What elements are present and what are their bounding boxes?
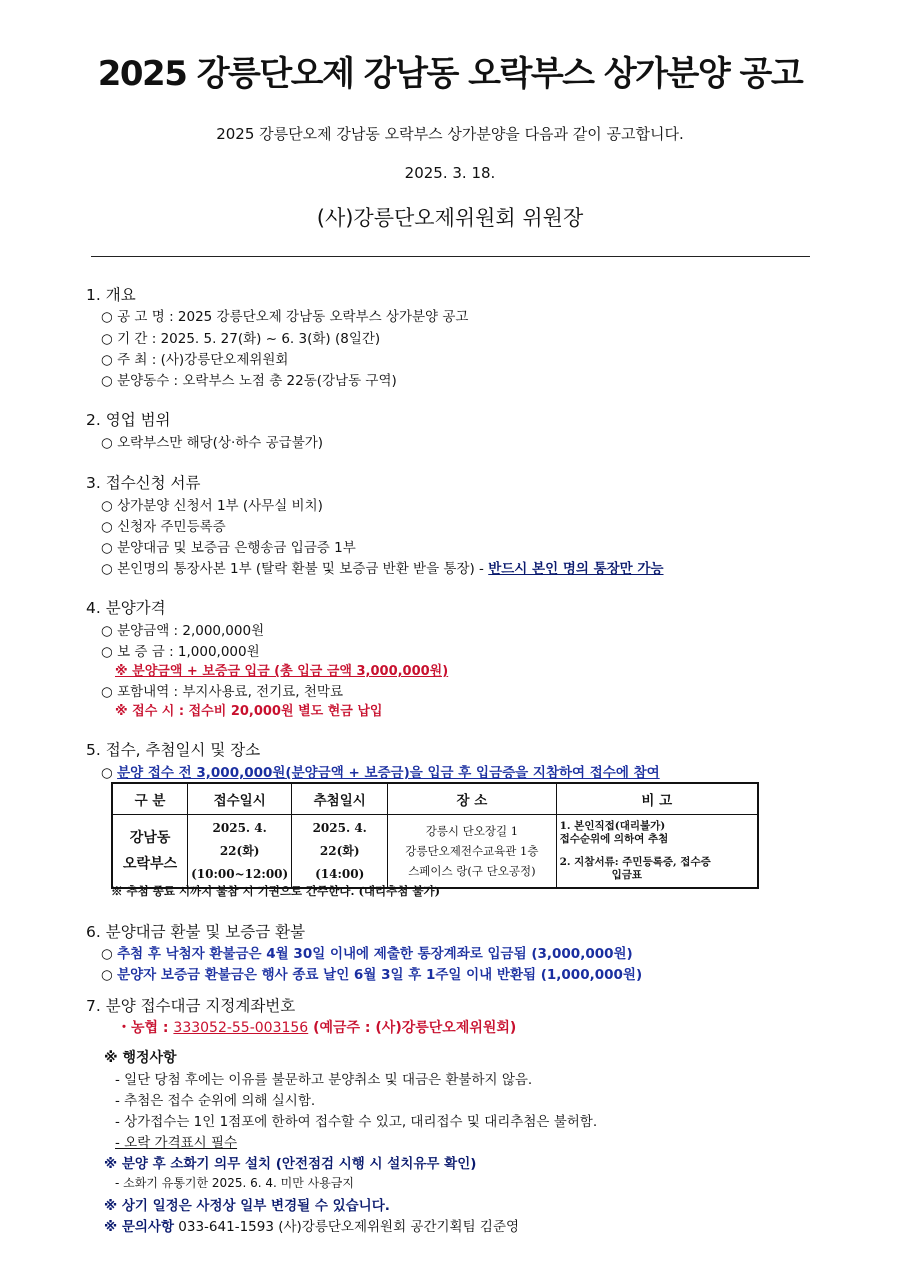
bullet: ○ <box>101 946 118 962</box>
cell-text: 강남동 <box>129 829 171 846</box>
announce-date: 2025. 3. 18. <box>404 164 496 182</box>
section-heading: 3. 접수신청 서류 <box>86 474 201 492</box>
column-header: 접수일시 <box>188 783 292 815</box>
admin-item: - 일단 당첨 후에는 이유를 불문하고 분양취소 및 대금은 환불하지 않음. <box>115 1072 533 1088</box>
list-item <box>101 942 633 962</box>
refund-text: 추첨 후 낙첨자 환불금은 4월 30일 이내에 제출한 통장계좌로 입금됨 (3,000,000원) <box>117 946 633 962</box>
cell-text: 오락부스 <box>123 856 178 873</box>
price-deposit: ○ 보 증 금 : 1,000,000원 <box>101 644 260 660</box>
list-item <box>101 963 642 983</box>
lottery-cell <box>292 815 388 889</box>
list-item: ○ 신청자 주민등록증 <box>101 519 226 535</box>
cell-text: (14:00) <box>315 866 365 881</box>
admin-item: - 오락 가격표시 필수 <box>115 1135 238 1151</box>
remark-cell <box>556 815 758 889</box>
spacer <box>560 846 754 856</box>
fee-note: ※ 접수 시 : 접수비 20,000원 별도 현금 납입 <box>115 704 383 719</box>
list-item: ○ 기 간 : 2025. 5. 27(화) ~ 6. 3(화) (8일간) <box>101 331 381 347</box>
admin-heading: ※ 행정사항 <box>104 1050 177 1066</box>
schedule-change-note: ※ 상기 일정은 사정상 일부 변경될 수 있습니다. <box>104 1198 390 1214</box>
table-footnote: ※ 추첨 종료 시까지 불참 시 기권으로 간주한다. (대리추첨 불가) <box>111 884 441 898</box>
table-row <box>112 815 758 889</box>
bullet: ○ <box>101 765 118 781</box>
emphasis-text: 분양 접수 전 3,000,000원(분양금액 + 보증금)을 입금 후 입금증을 지참하여 접수에 참여 <box>117 765 660 781</box>
cell-text: 2025. 4. 22(화) <box>312 821 367 858</box>
list-item: ○ 주 최 : (사)강릉단오제위원회 <box>101 352 289 368</box>
section-heading: 6. 분양대금 환불 및 보증금 환불 <box>86 923 306 941</box>
issuer: (사)강릉단오제위원회 위원장 <box>316 206 584 230</box>
price-includes: ○ 포함내역 : 부지사용료, 전기료, 천막료 <box>101 684 343 700</box>
cell-text: 스페이스 랑(구 단오공정) <box>408 864 536 879</box>
list-item: ○ 상가분양 신청서 1부 (사무실 비치) <box>101 498 323 514</box>
column-header: 장 소 <box>388 783 556 815</box>
account-number: 333052-55-003156 <box>173 1020 309 1036</box>
fire-extinguisher-sub: - 소화기 유통기한 2025. 6. 4. 미만 사용금지 <box>115 1176 354 1190</box>
section-heading: 4. 분양가격 <box>86 599 166 617</box>
list-item <box>101 761 660 781</box>
contact-label: ※ 문의사항 <box>104 1219 174 1235</box>
contact-info: 033-641-1593 (사)강릉단오제위원회 공간기획팀 김준영 <box>174 1219 520 1235</box>
admin-item: - 추첨은 접수 순위에 의해 실시함. <box>115 1093 316 1109</box>
emphasis-text: 반드시 본인 명의 통장만 가능 <box>488 561 664 577</box>
cell-text: 2. 지참서류: 주민등록증, 접수증 <box>559 856 711 869</box>
fire-extinguisher-note: ※ 분양 후 소화기 의무 설치 (안전점검 시행 시 설치유무 확인) <box>104 1156 477 1172</box>
column-header: 구 분 <box>112 783 188 815</box>
section-heading: 2. 영업 범위 <box>86 411 171 429</box>
division-cell <box>112 815 188 889</box>
divider <box>91 256 810 257</box>
place-cell <box>388 815 556 889</box>
cell-text: 1. 본인직접(대리불가) <box>559 819 666 832</box>
list-item: ○ 분양대금 및 보증금 은행송금 입금증 1부 <box>101 540 356 556</box>
schedule-table <box>111 782 759 889</box>
page-title: 2025 강릉단오제 강남동 오락부스 상가분양 공고 <box>97 54 803 94</box>
column-header: 비 고 <box>556 783 758 815</box>
section-heading: 1. 개요 <box>86 286 136 304</box>
column-header: 추첨일시 <box>292 783 388 815</box>
list-item-text: ○ 본인명의 통장사본 1부 (탈락 환불 및 보증금 반환 받을 통장) - <box>101 561 489 577</box>
cell-text: 2025. 4. 22(화) <box>212 821 267 858</box>
account-line <box>117 1017 516 1037</box>
intro-text: 2025 강릉단오제 강남동 오락부스 상가분양을 다음과 같이 공고합니다. <box>216 125 684 143</box>
cell-text: 입금표 <box>611 869 642 882</box>
list-item: ○ 오락부스만 해당(상·하수 공급불가) <box>101 435 324 451</box>
bank-label: ・농협 : <box>117 1020 174 1036</box>
bullet: ○ <box>101 967 118 983</box>
list-item: ○ 공 고 명 : 2025 강릉단오제 강남동 오락부스 상가분양 공고 <box>101 309 469 325</box>
list-item: ○ 분양동수 : 오락부스 노점 총 22동(강남동 구역) <box>101 373 397 389</box>
table-header-row <box>112 783 758 815</box>
price-note: ※ 분양금액 + 보증금 입금 (총 입금 금액 3,000,000원) <box>115 664 449 679</box>
refund-text: 분양자 보증금 환불금은 행사 종료 날인 6월 3일 후 1주일 이내 반환됨 (1,000,000원) <box>117 967 643 983</box>
cell-text: 접수순위에 의하여 추첨 <box>559 833 669 846</box>
account-holder: (예금주 : (사)강릉단오제위원회) <box>308 1020 517 1036</box>
price-amount: ○ 분양금액 : 2,000,000원 <box>101 623 265 639</box>
cell-text: 강릉단오제전수교육관 1층 <box>405 844 539 859</box>
reception-cell <box>188 815 292 889</box>
section-heading: 5. 접수, 추첨일시 및 장소 <box>86 741 261 759</box>
contact-line <box>104 1215 519 1235</box>
list-item <box>101 557 664 577</box>
admin-item: - 상가접수는 1인 1점포에 한하여 접수할 수 있고, 대리접수 및 대리추첨은 불허함. <box>115 1114 598 1130</box>
cell-text: 강릉시 단오장길 1 <box>425 824 519 838</box>
section-heading: 7. 분양 접수대금 지정계좌번호 <box>86 997 296 1015</box>
cell-text: (10:00~12:00) <box>191 866 289 881</box>
